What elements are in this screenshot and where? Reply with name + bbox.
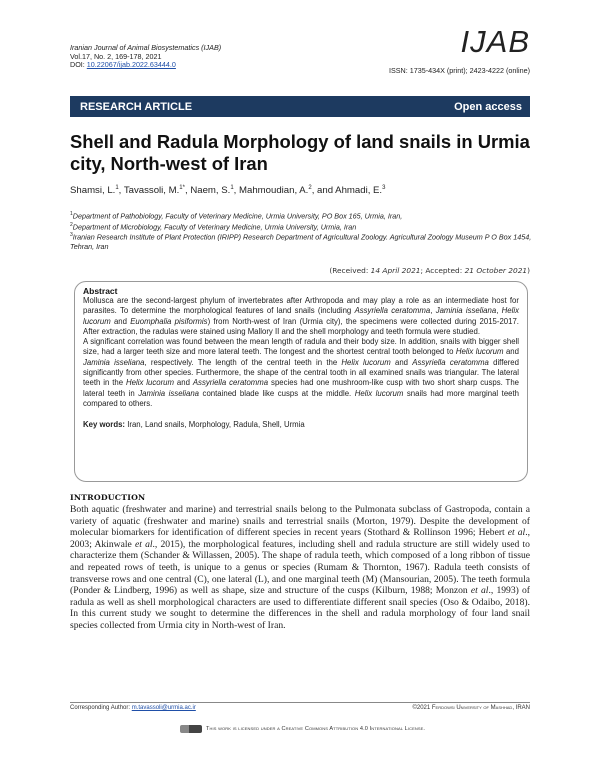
author-separator: , [118, 185, 124, 197]
text-run: and [174, 378, 193, 388]
text-run: , [430, 306, 436, 316]
species-name: Assyriella ceratomma [354, 306, 431, 316]
creative-commons-icon[interactable] [180, 725, 202, 733]
affiliation-item [70, 221, 532, 232]
corresponding-author [70, 705, 196, 711]
abstract-paragraph-1 [83, 296, 519, 337]
species-name: Helix lucorum [455, 347, 504, 357]
text-run: and [503, 347, 519, 357]
affiliation-text: Department of Pathobiology, Faculty of Veterinary Medicine, Urmia University, PO Box 165, Urmia, Iran, [72, 211, 403, 221]
article-type-label: RESEARCH ARTICLE [80, 100, 193, 113]
doi-line [70, 61, 221, 70]
species-name: Jaminia isseliana [83, 357, 145, 367]
affiliation-list [70, 210, 532, 251]
species-name: Helix lucorum [126, 378, 174, 388]
author-affiliation-marker: 2 [308, 185, 312, 191]
text-run: contained blade like cusps at the middle. [199, 388, 355, 398]
species-name: Jaminia isseliana [435, 306, 497, 316]
doi-label: DOI: [70, 60, 85, 70]
journal-logo: IJAB [460, 24, 530, 59]
text-run: Both aquatic (freshwater and marine) and terrestrial snails belong to the Pulmonata subclass of Gastropoda, contain a variety of aquatic (freshwater and marine) snails and terrestrial snails (Morton, 1979). Despite the development of molecular biomarkers for identification of different species in recent years (Stothard & Rollinson 1996; Hebert [70, 504, 530, 539]
text-run: differed significantly from other species. Furthermore, the shape of the central tooth in all examined snails was triangular. The lateral teeth in the [83, 357, 519, 388]
text-run: ., 2003; Akinwale [70, 527, 530, 550]
open-access-label: Open access [454, 100, 522, 113]
journal-meta [70, 44, 221, 70]
species-name: Euomphalia pisiformis [130, 316, 208, 326]
author-separator: , and [311, 185, 336, 197]
species-name: Assyriella ceratomma [192, 378, 269, 388]
affiliation-marker: 3 [70, 232, 73, 239]
journal-name: Iranian Journal of Animal Biosystematics (IJAB) [70, 43, 222, 52]
text-run: ., 2015), the morphological features, including shell and radula structure are still widely used to characterize them (Schander & Willassen, 2005). The shape of radula teeth, which composed of a long ribbon of tissue and repeated rows of teeth, is unique to a genus or species (Rumam & Thornton, 1967). Radula teeth consists of transverse rows and one central (C), one lateral (L), and one marginal teeth (M) (Mansourian, 2005). The teeth formula (Ponder & Lindberg, 1996) as well as shape, size and structure of the cusps (Kilburn, 1988; Monzon [70, 538, 530, 597]
text-run: and [390, 357, 413, 367]
corresponding-author-email[interactable]: m.tavassoli@urmia.ac.ir [131, 705, 196, 711]
cc-badge-right [189, 725, 202, 733]
species-name: Jaminia isseliana [138, 388, 200, 398]
article-title: Shell and Radula Morphology of land snails in Urmia city, North-west of Iran [70, 131, 530, 174]
abstract-paragraph-2 [83, 337, 519, 409]
keywords [83, 420, 519, 429]
affiliation-text: Department of Microbiology, Faculty of Veterinary Medicine, Urmia University, Urmia, Iran [72, 221, 357, 231]
keywords-list: Iran, Land snails, Morphology, Radula, Shell, Urmia [125, 420, 305, 430]
keywords-label: Key words: [83, 420, 126, 430]
et-al: et al [507, 527, 526, 539]
affiliation-text: Iranian Research Institute of Plant Protection (IRIPP) Research Department of Agricultural Zoology. Agricultural Zoology Museum P O Box 1454, Tehran, Iran [70, 232, 532, 251]
cc-badge-left [180, 725, 189, 733]
received-accepted-dates [329, 266, 530, 275]
species-name: Helix lucorum [354, 388, 404, 398]
et-al: et al [134, 538, 153, 550]
text-run: , respectively. The length of the central teeth in the [144, 357, 342, 367]
affiliation-item [70, 231, 532, 251]
license-text: This work is licensed under a Creative Commons Attribution 4.0 International License. [206, 726, 426, 732]
text-run: A significant correlation was found between the mean length of radula and their body size. In addition, snails with bigger shell size, had a larger teeth size and more lateral teeth. The longest and the shortest central tooth belonged to [83, 337, 519, 357]
received-date: 14 April 2021 [370, 266, 421, 275]
accepted-label: ; Accepted: [420, 266, 463, 275]
text-run: ) from North-west of Iran (Urmia city), the specimens were collected during 2015-2017. After extraction, the radulas were stained using Mallory II and the shell morphology and teeth formula were studied. [83, 316, 519, 336]
species-name: Assyriella ceratomma [412, 357, 489, 367]
abstract-heading: Abstract [83, 286, 118, 296]
accepted-date: 21 October 2021 [464, 266, 528, 275]
corresponding-author-label: Corresponding Author: [70, 705, 132, 711]
affiliation-marker: 2 [70, 221, 73, 228]
author-name: Tavassoli, M. [123, 185, 180, 197]
copyright-notice: ©2021 Ferdowsi University of Mashhad, IRAN [412, 705, 530, 711]
author-affiliation-marker: 3 [382, 185, 386, 191]
author-name: Naem, S. [190, 185, 231, 197]
introduction-paragraph [70, 504, 530, 632]
text-run: snails had more marginal teeth compared to others. [83, 388, 520, 408]
introduction-heading-text: INTRODUCTION [70, 493, 146, 502]
affiliation-item [70, 210, 532, 221]
received-label: (Received: [329, 266, 369, 275]
text-run: species had one mushroom-like cusp with two short sharp cusps. The lateral teeth in [83, 378, 519, 398]
dates-close: ) [527, 266, 530, 275]
issn: ISSN: 1735-434X (print); 2423-4222 (online) [388, 66, 530, 75]
journal-volume: Vol.17, No. 2, 169-178, 2021 [70, 51, 162, 61]
species-name: Helix lucorum [83, 306, 519, 326]
author-affiliation-marker: 1 [230, 185, 234, 191]
author-name: Mahmoudian, A. [239, 185, 309, 197]
text-run: Mollusca are the second-largest phylum of invertebrates after Arthropoda and may play a role as an intermediate host for parasites. To determine the morphological features of land snails (including [83, 296, 519, 316]
author-affiliation-marker: 1 [115, 185, 119, 191]
author-list [70, 185, 385, 196]
et-al: et al [470, 585, 489, 597]
text-run: and [110, 316, 131, 326]
author-name: Shamsi, L. [70, 185, 116, 197]
doi-link[interactable]: 10.22067/ijab.2022.63444.0 [86, 60, 176, 70]
introduction-heading [70, 493, 145, 502]
text-run: , [496, 306, 502, 316]
affiliation-marker: 1 [70, 211, 73, 217]
text-run: ., 1993) of radula as well as shell morphological characters are used to differentiate different snail species (Oso & Odaibo, 2018). In this current study we sought to determine the differences in the shell and radula morphology of four land snail species collected from Urmia city in North-west of Iran. [70, 585, 530, 631]
footer-divider [70, 702, 530, 703]
article-type-banner [70, 96, 530, 117]
species-name: Helix lucorum [341, 357, 391, 367]
author-separator: , [233, 185, 239, 197]
author-affiliation-marker: 1* [179, 185, 185, 191]
author-name: Ahmadi, E. [335, 185, 383, 197]
author-separator: , [184, 185, 191, 197]
abstract-box [74, 281, 528, 482]
